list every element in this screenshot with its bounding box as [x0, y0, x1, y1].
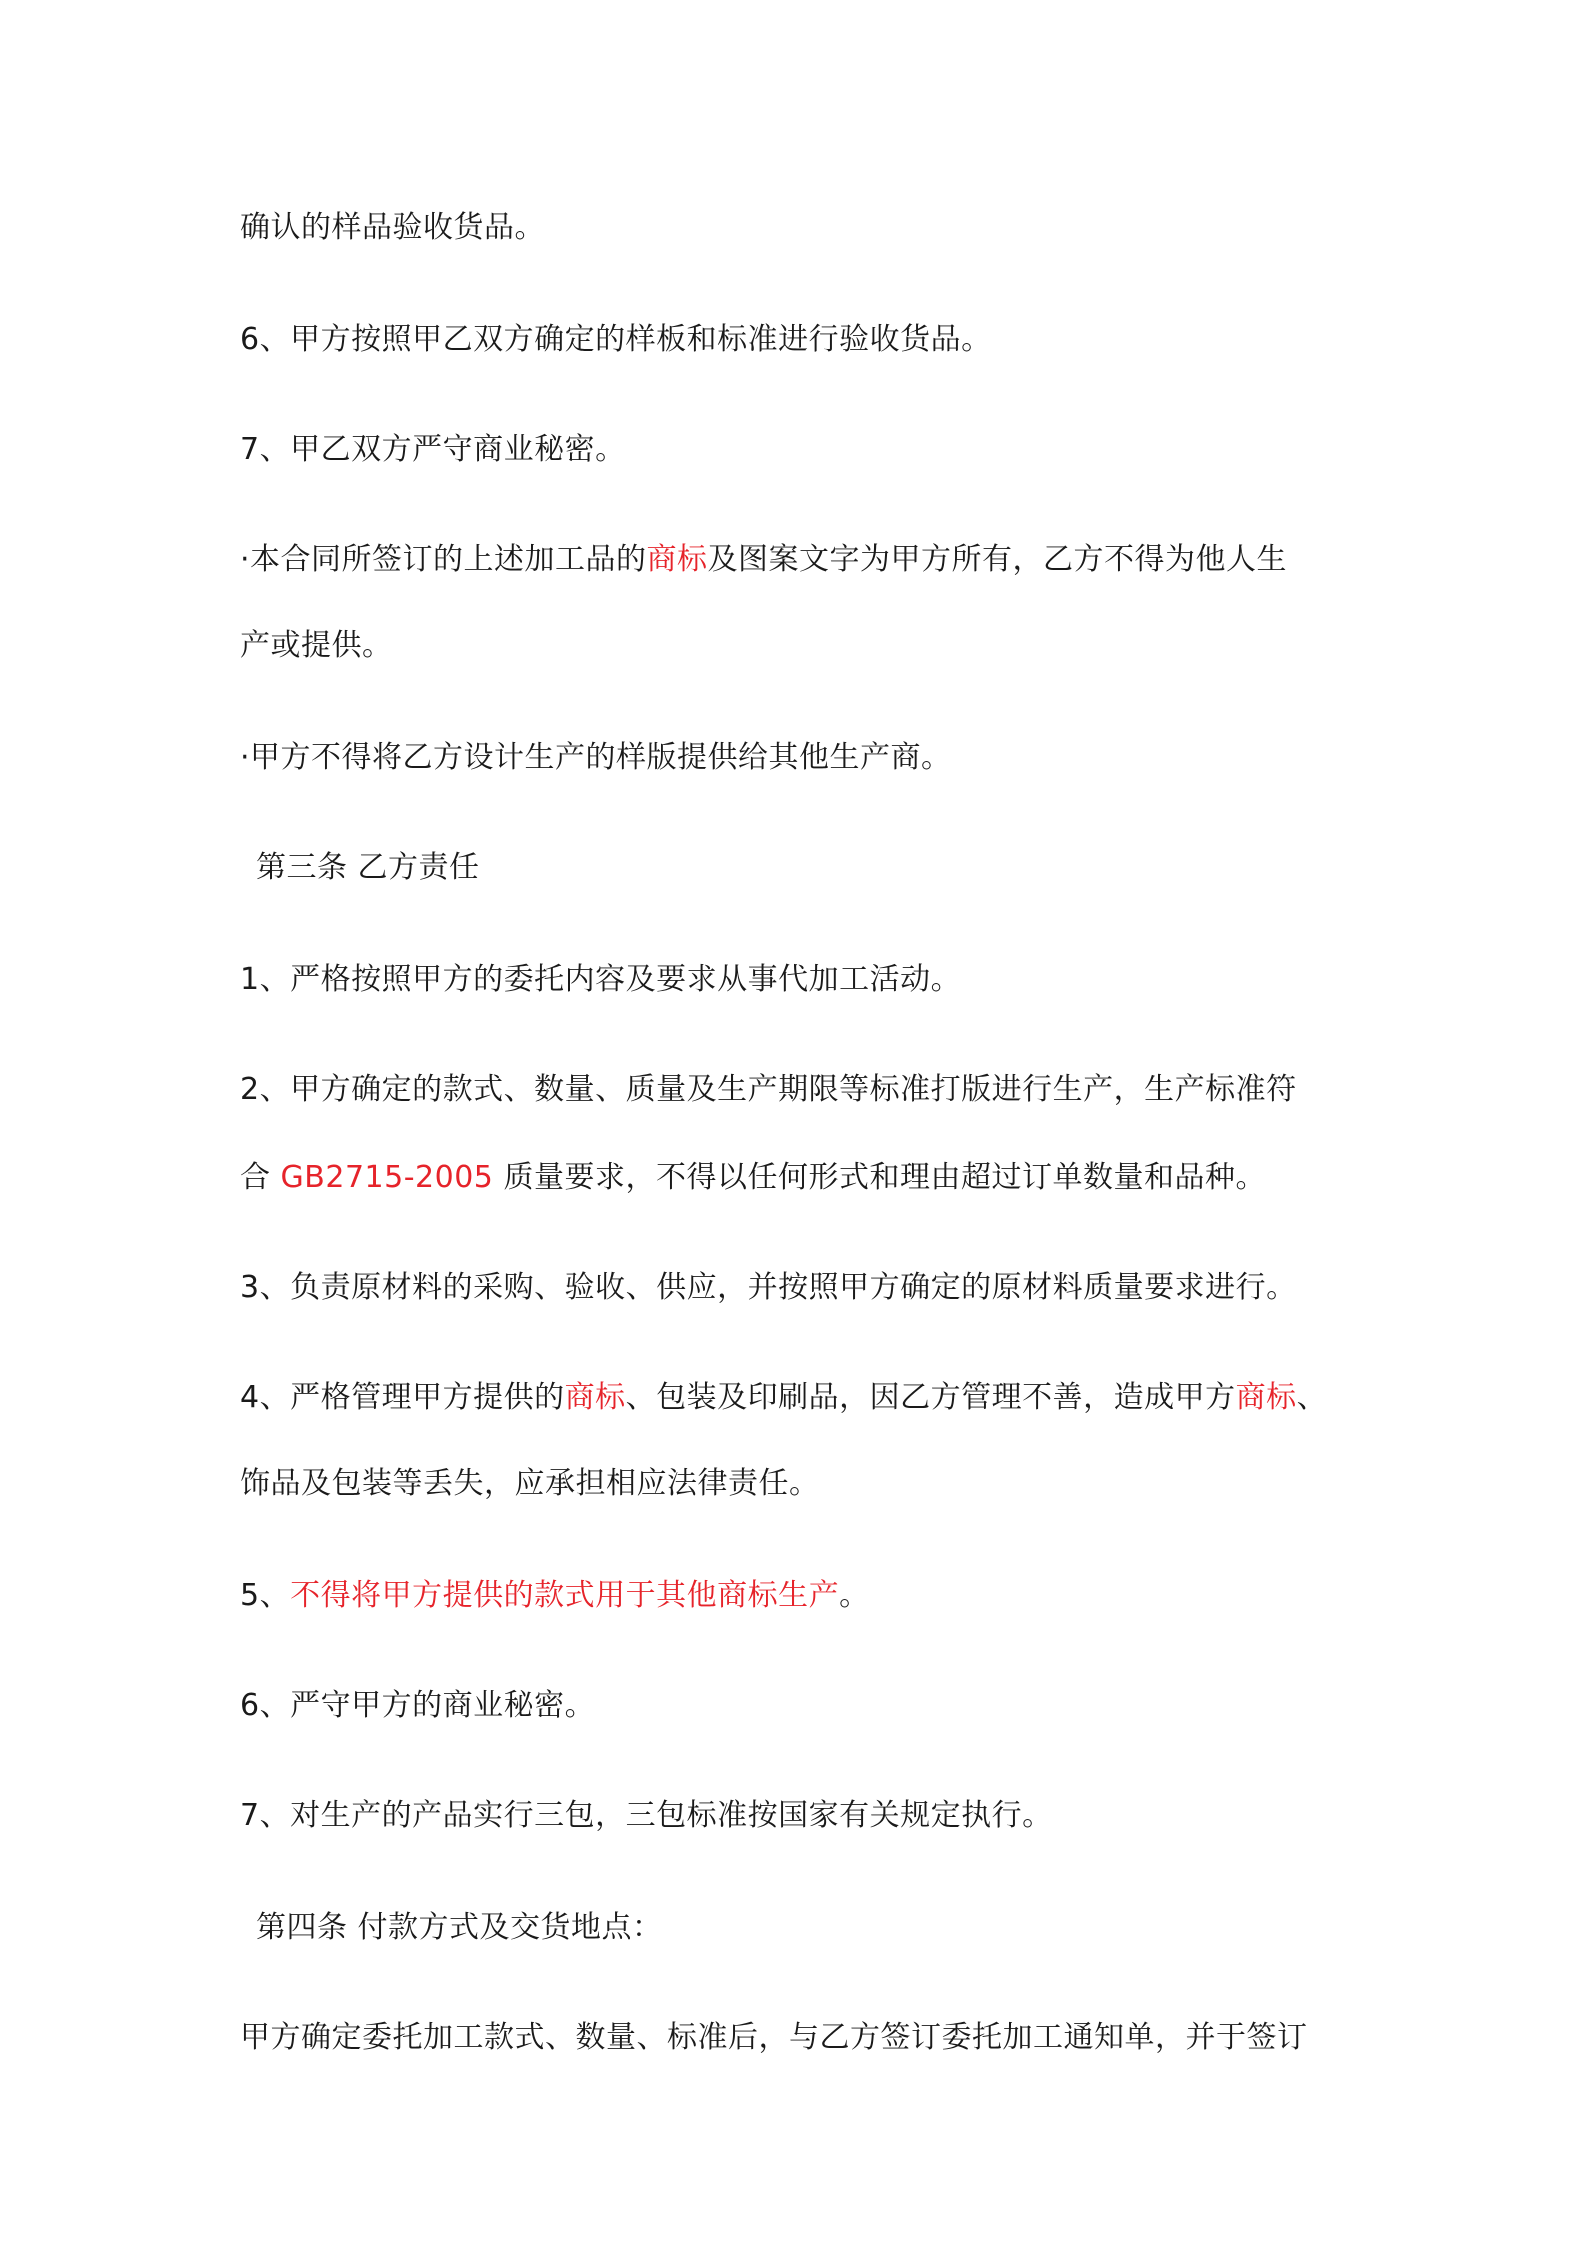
trademark-ownership-line-cont: 产或提供。 — [240, 628, 393, 663]
trademark-highlight: 商标 — [1235, 1380, 1297, 1415]
duty-2-line-cont: 合 GB2715-2005 质量要求，不得以任何形式和理由超过订单数量和品种。 — [240, 1160, 1266, 1195]
article-4-heading: 第四条 付款方式及交货地点： — [256, 1910, 663, 1945]
duty-6-line: 6、严守甲方的商业秘密。 — [240, 1688, 596, 1723]
style-restriction-highlight: 不得将甲方提供的款式用于其他商标生产 — [290, 1578, 840, 1613]
duty-4-line-cont: 饰品及包装等丢失，应承担相应法律责任。 — [240, 1466, 820, 1501]
duty-2-line: 2、甲方确定的款式、数量、质量及生产期限等标准打版进行生产，生产标准符 — [240, 1072, 1297, 1107]
trademark-highlight: 商标 — [564, 1380, 626, 1415]
duty-3-line: 3、负责原材料的采购、验收、供应，并按照甲方确定的原材料质量要求进行。 — [240, 1270, 1297, 1305]
article-3-heading: 第三条 乙方责任 — [256, 850, 480, 885]
duty-7-line: 7、对生产的产品实行三包，三包标准按国家有关规定执行。 — [240, 1798, 1053, 1833]
sample-restriction-line: ·甲方不得将乙方设计生产的样版提供给其他生产商。 — [240, 740, 952, 775]
clause-7-line: 7、甲乙双方严守商业秘密。 — [240, 432, 626, 467]
duty-1-line: 1、严格按照甲方的委托内容及要求从事代加工活动。 — [240, 962, 962, 997]
payment-terms-line: 甲方确定委托加工款式、数量、标准后，与乙方签订委托加工通知单，并于签订 — [240, 2020, 1308, 2055]
duty-5-line: 5、不得将甲方提供的款式用于其他商标生产。 — [240, 1578, 870, 1613]
duty-4-line: 4、严格管理甲方提供的商标、包装及印刷品，因乙方管理不善，造成甲方商标、 — [240, 1380, 1328, 1415]
clause-6-line: 6、甲方按照甲乙双方确定的样板和标准进行验收货品。 — [240, 322, 992, 357]
standard-code-highlight: GB2715-2005 — [280, 1160, 494, 1195]
trademark-ownership-line: ·本合同所签订的上述加工品的商标及图案文字为甲方所有，乙方不得为他人生 — [240, 542, 1288, 577]
trademark-highlight: 商标 — [646, 542, 708, 577]
text-line-1: 确认的样品验收货品。 — [240, 210, 545, 245]
